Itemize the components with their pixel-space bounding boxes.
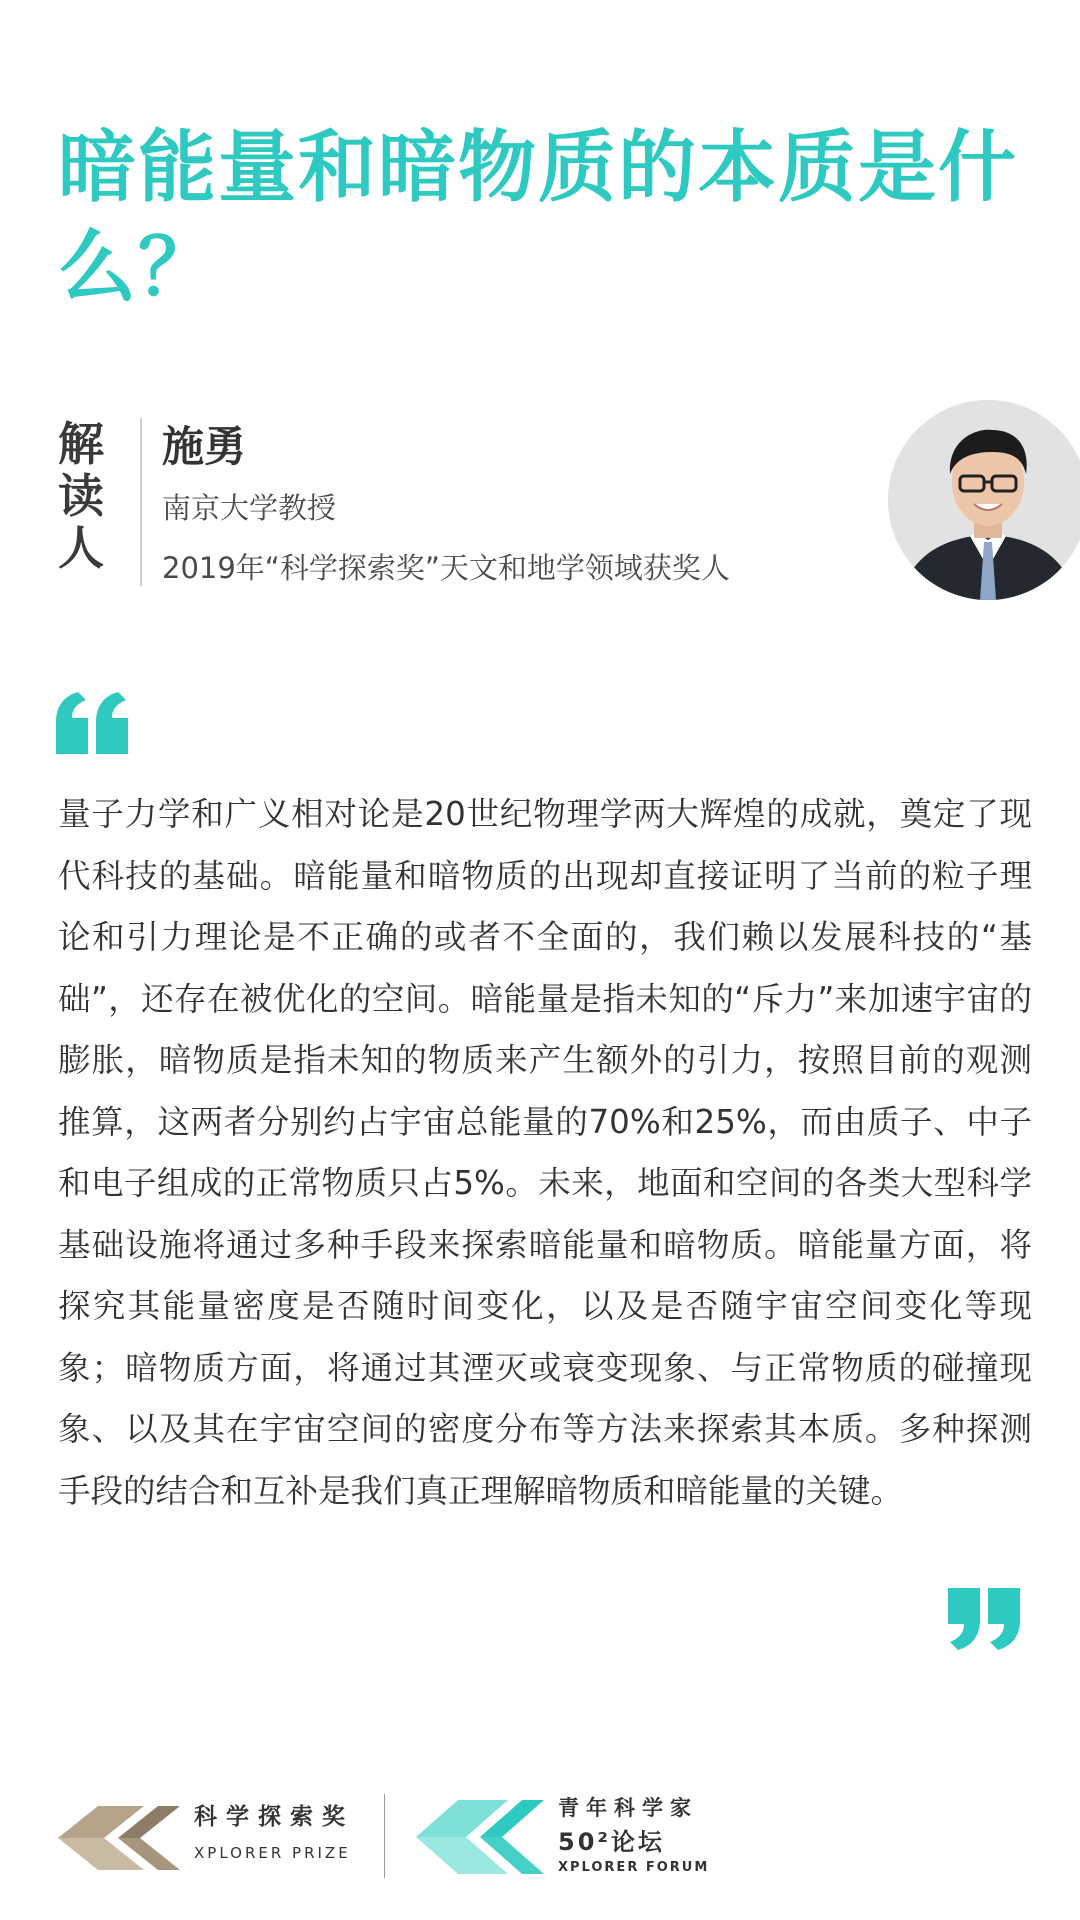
quote-open-icon [56,692,128,754]
forum-logo-chinese-line2: 50²论坛 [558,1828,665,1856]
forum-logo-chinese-line1: 青年科学家 [558,1796,698,1820]
avatar [888,400,1080,600]
body-text: 量子力学和广义相对论是20世纪物理学两大辉煌的成就，奠定了现代科技的基础。暗能量和暗物质的出现却直接证明了当前的粒子理论和引力理论是不正确的或者不全面的，我们赖以发展科技的“基础”，还存在被优化的空间。暗能量是指未知的“斥力”来加速宇宙的膨胀，暗物质是指未知的物质来产生额外的引力，按照目前的观测推算，这两者分别约占宇宙总能量的70%和25%，而由质子、中子和电子组成的正常物质只占5%。未来，地面和空间的各类大型科学基础设施将通过多种手段来探索暗能量和暗物质。暗能量方面，将探究其能量密度是否随时间变化，以及是否随宇宙空间变化等现象；暗物质方面，将通过其湮灭或衰变现象、与正常物质的碰撞现象、以及其在宇宙空间的密度分布等方法来探索其本质。多种探测手段的结合和互补是我们真正理解暗物质和暗能量的关键。 [58,795,1032,1510]
reader-label-char: 人 [58,521,104,575]
footer [58,1790,1038,1890]
author-position: 南京大学教授 [162,491,337,525]
footer-divider [384,1794,385,1878]
author-name: 施勇 [162,422,247,471]
page-title: 暗能量和暗物质的本质是什么？ [58,123,1019,313]
reader-section [56,418,1036,598]
xplorer-prize-logo-icon [58,1798,180,1878]
reader-divider [140,418,142,586]
prize-logo-english: XPLORER PRIZE [194,1844,351,1862]
xplorer-forum-logo-icon [416,1792,544,1882]
reader-label [56,418,106,574]
quote-close-icon [948,1588,1020,1650]
portrait-icon [888,400,1080,600]
forum-logo-english: XPLORER FORUM [558,1860,710,1875]
author-award: 2019年“科学探索奖”天文和地学领域获奖人 [162,551,730,585]
prize-logo-chinese: 科学探索奖 [194,1804,354,1830]
reader-label-char: 解 [58,417,104,471]
reader-label-char: 读 [58,469,104,523]
